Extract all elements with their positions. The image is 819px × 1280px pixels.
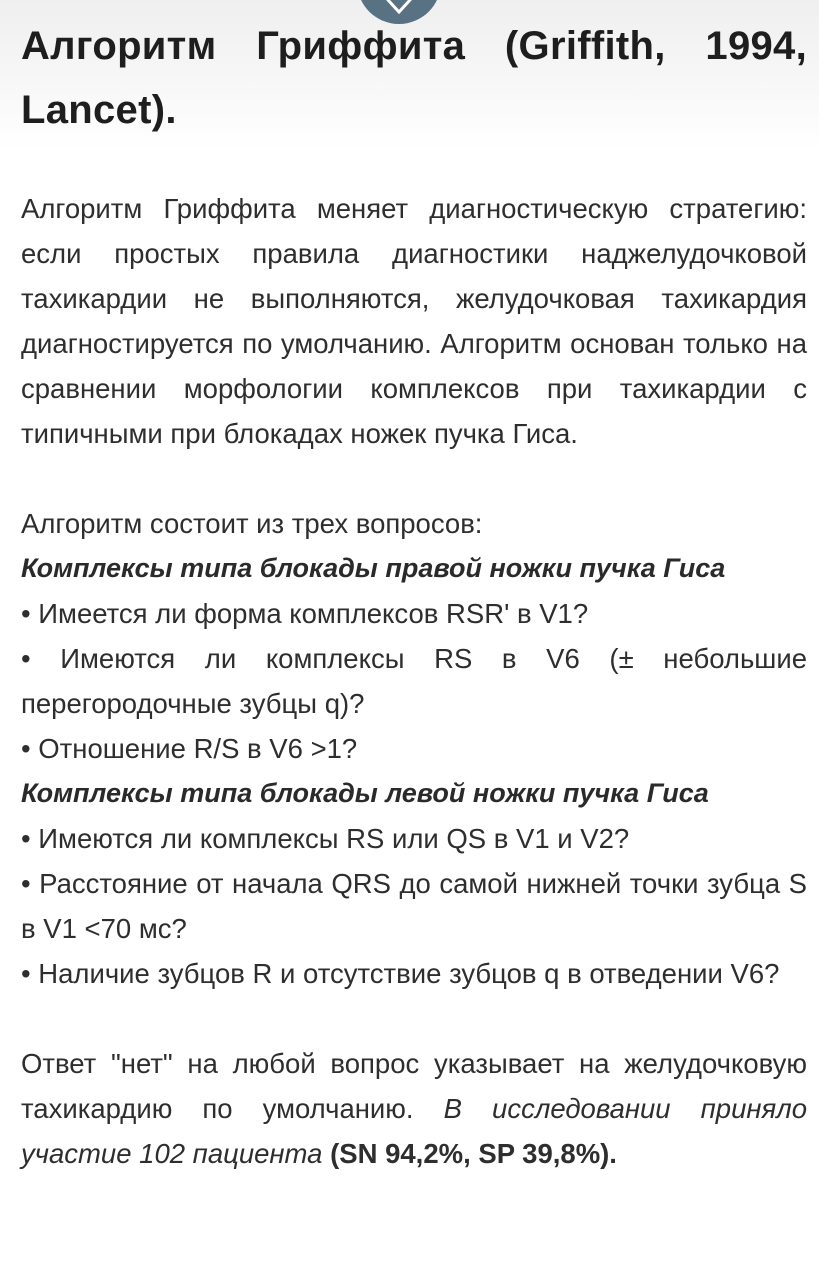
spacer	[21, 996, 807, 1041]
section-title-rbbb: Комплексы типа блокады правой ножки пучка Гиса	[21, 553, 726, 583]
list-item: • Расстояние от начала QRS до самой нижней точки зубца S в V1 <70 мс?	[21, 868, 807, 944]
conclusion-paragraph	[21, 1041, 807, 1176]
page-title: Алгоритм Гриффита (Griffith, 1994, Lancet).	[21, 24, 807, 132]
study-note-bold: (SN 94,2%, SP 39,8%).	[330, 1138, 617, 1169]
intro-paragraph: Алгоритм Гриффита меняет диагностическую стратегию: если простых правила диагностики наджелудочковой тахикардии не выполняются, желудочковая тахикардия диагностируется по умолчанию. Алгоритм основан только на сравнении морфологии комплексов при тахикардии с типичными при блокадах ножек пучка Гиса.	[21, 193, 807, 449]
conclusion-text: Ответ "нет" на любой вопрос указывает на желудочковую тахикардию по умолчанию.	[21, 1048, 807, 1124]
spacer	[21, 456, 807, 501]
study-note-italic: В исследовании приняло участие 102 пациента	[21, 1093, 808, 1169]
list-item: • Отношение R/S в V6 >1?	[21, 733, 358, 764]
list-item: • Имеется ли форма комплексов RSR' в V1?	[21, 598, 589, 629]
list-item: • Имеются ли комплексы RS в V6 (± небольшие перегородочные зубцы q)?	[21, 643, 807, 719]
list-item: • Наличие зубцов R и отсутствие зубцов q в отведении V6?	[21, 958, 780, 989]
questions-intro: Алгоритм состоит из трех вопросов:	[21, 508, 483, 539]
section-title-lbbb: Комплексы типа блокады левой ножки пучка Гиса	[21, 778, 709, 808]
close-icon	[382, 0, 416, 20]
list-item: • Имеются ли комплексы RS или QS в V1 и V2?	[21, 823, 630, 854]
